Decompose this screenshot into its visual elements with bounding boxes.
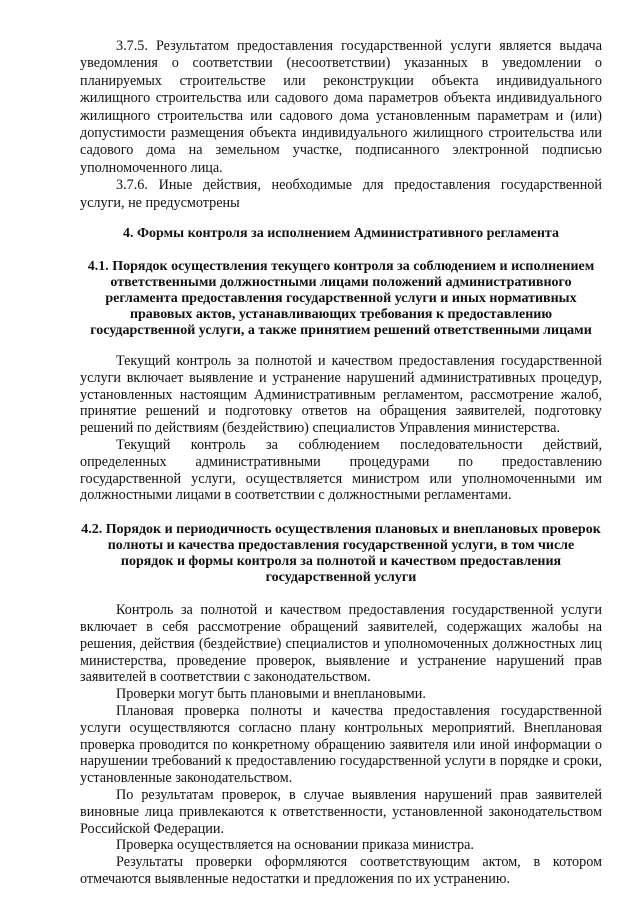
paragraph-4-1-sequence-control: Текущий контроль за соблюдением последовательности действий, определенных административными процедурами по предоставлению государственной услуги, осуществляется министром или уполномоченными им должностными лицами в соответствии с должностными регламентами. (80, 437, 602, 504)
paragraph-4-2-order-basis: Проверка осуществляется на основании приказа министра. (116, 837, 474, 854)
paragraph-3-7-5: 3.7.5. Результатом предоставления государственной услуги является выдача уведомления о соответствии (несоответствии) указанных в уведомлении о планируемых строительстве или реконструкции объекта индивидуального жилищного строительства или садового дома параметров объекта индивидуального жилищного строительства или садового дома установленным параметрам и (или) допустимости размещения объекта индивидуального жилищного строительства или садового дома на земельном участке, подписанного электронной подписью уполномоченного лица. (80, 38, 602, 176)
paragraph-4-2-control-scope: Контроль за полнотой и качеством предоставления государственной услуги включает в себя рассмотрение обращений заявителей, содержащих жалобы на решения, действия (бездействие) специалистов и уполномоченных должностных лиц министерства, проведение проверок, выявление и устранение нарушений прав заявителей в соответствии с законодательством. (80, 602, 602, 686)
paragraph-4-2-planned-check: Плановая проверка полноты и качества предоставления государственной услуги осуществляются согласно плану контрольных мероприятий. Внеплановая проверка проводится по конкретному обращению заявителя или иной информации о нарушении требований к предоставлению государственной услуги в порядке и сроки, установленные законодательством. (80, 703, 602, 787)
document-page (80, 38, 602, 888)
section-heading-4-2: 4.2. Порядок и периодичность осуществления плановых и внеплановых проверок полноты и качества предоставления государственной услуги, в том числе порядок и формы контроля за полнотой и качеством предоставления государственной услуги (81, 522, 601, 586)
section-heading-4: 4. Формы контроля за исполнением Административного регламента (123, 226, 559, 242)
paragraph-4-2-act: Результаты проверки оформляются соответствующим актом, в котором отмечаются выявленные недостатки и предложения по их устранению. (80, 854, 602, 887)
paragraph-3-7-6: 3.7.6. Иные действия, необходимые для предоставления государственной услуги, не предусмотрены (80, 177, 602, 211)
paragraph-4-2-results-liability: По результатам проверок, в случае выявления нарушений прав заявителей виновные лица привлекаются к ответственности, установленной законодательством Российской Федерации. (80, 787, 602, 837)
section-heading-4-1: 4.1. Порядок осуществления текущего контроля за соблюдением и исполнением ответственными должностными лицами положений административного регламента предоставления государственной услуги и иных нормативных правовых актов, устанавливающих требования к предоставлению государственной услуги, а также принятием решений ответственными лицами (87, 259, 595, 339)
paragraph-4-2-check-types: Проверки могут быть плановыми и внеплановыми. (116, 686, 426, 703)
paragraph-4-1-current-control: Текущий контроль за полнотой и качеством предоставления государственной услуги включает выявление и устранение нарушений административных процедур, установленных настоящим Административным регламентом, рассмотрение жалоб, принятие решений и подготовку ответов на обращения заявителей, подготовку решений по действиям (бездействию) специалистов Управления министерства. (80, 353, 602, 437)
